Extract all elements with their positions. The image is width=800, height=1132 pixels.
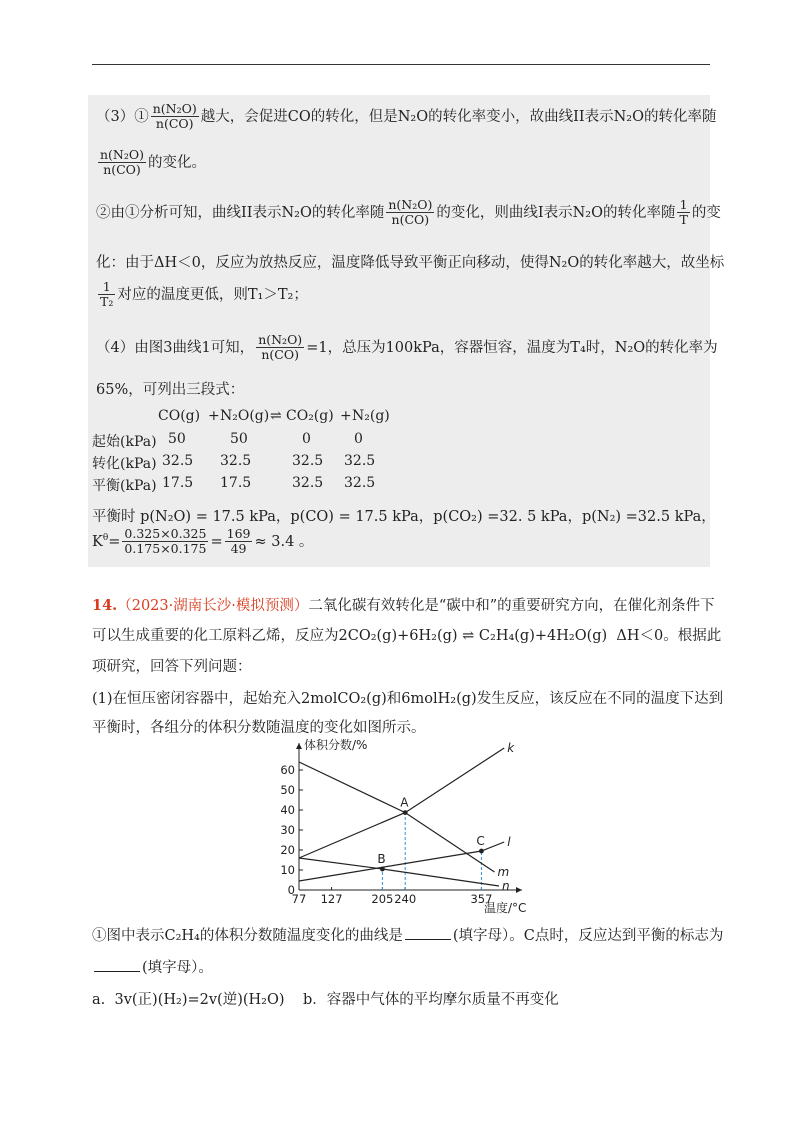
y-tick-label: 20 — [280, 843, 295, 857]
x-tick-label: 240 — [394, 892, 417, 906]
table-row-label: 转化(kPa) — [92, 456, 157, 472]
q14-part1-line1: (1)在恒压密闭容器中，起始充入2molCO₂(g)和6molH₂(g)发生反应，该反应在不同的温度下达到 — [92, 691, 724, 707]
table-row-label: 平衡(kPa) — [92, 478, 157, 494]
ratio-fraction: $\frac{\text{n(N₂O)}}{n(CO)}$ — [258, 332, 303, 363]
answer-line-3-1b: $\frac{\text{n(N₂O)}}{n(CO)}$ 的变化。 — [100, 147, 207, 178]
q14-sub1-line1: ①图中表示C₂H₄的体积分数随温度变化的曲线是 (填字母）。C点时，反应达到平衡的标志为 — [92, 928, 724, 944]
answer-line-3-4: $\frac{1}{\text{T₂}}$ 对应的温度更低，则T₁＞T₂； — [100, 279, 308, 310]
series-label-m: m — [497, 865, 510, 879]
volume-fraction-chart — [270, 735, 530, 915]
y-tick-label: 60 — [280, 763, 295, 777]
question-number: 14. — [92, 597, 118, 614]
point-label-C: C — [476, 834, 485, 848]
table-cell: 17.5 — [220, 475, 252, 491]
series-label-l: l — [507, 835, 511, 849]
x-tick-label: 127 — [320, 892, 343, 906]
answer-line-3-2: ②由①分析可知，曲线II表示N₂O的转化率随 $\frac{\text{n(N₂O)}}{n(CO)}$ 的变化，则曲线I表示N₂O的转化率随 $\frac{1}{T}$ 的变 — [96, 197, 721, 228]
table-row-label: 起始(kPa) — [92, 434, 157, 450]
y-tick-label: 30 — [280, 823, 295, 837]
ratio-fraction: $\frac{\text{n(N₂O)}}{n(CO)}$ — [100, 147, 145, 178]
point-A — [403, 810, 408, 815]
series-line-n — [299, 858, 499, 886]
point-B — [380, 867, 385, 872]
table-header-cell: + — [208, 408, 220, 424]
y-tick-label: 40 — [280, 803, 295, 817]
answer-line-3-1: （3）① $\frac{\text{n(N₂O)}}{n(CO)}$ 越大，会促进CO的转化，但是N₂O的转化率变小，故曲线II表示N₂O的转化率随 — [96, 101, 717, 132]
table-header-cell: CO₂(g) — [286, 408, 334, 424]
table-cell: 32.5 — [220, 453, 252, 469]
reaction-equation: 2CO₂(g)+6H₂(g) ⇌ C₂H₄(g)+4H₂O(g) — [338, 628, 608, 644]
ratio-fraction: $\frac{\text{n(N₂O)}}{n(CO)}$ — [152, 101, 197, 132]
y-tick-label: 50 — [280, 783, 295, 797]
point-C — [479, 849, 484, 854]
y-tick-label: 0 — [287, 883, 295, 897]
table-header-cell: ⇌ — [270, 408, 282, 424]
table-header-cell: + — [340, 408, 352, 424]
x-tick-label: 357 — [470, 892, 493, 906]
q14-line-1: 14.（2023·湖南长沙·模拟预测）二氧化碳有效转化是“碳中和”的重要研究方向，在催化剂条件下 — [92, 597, 715, 614]
k-expression: $K^\theta=$ $\frac{0.325\times 0.325}{0.175\times 0.175}$ = $\frac{169}{49}$ ≈ 3.4 。 — [92, 526, 314, 557]
x-axis-title: 温度/°C — [484, 901, 527, 915]
table-cell: 32.5 — [162, 453, 194, 469]
y-tick-label: 10 — [280, 863, 295, 877]
question-source: （2023·湖南长沙·模拟预测） — [117, 598, 309, 614]
answer-blank[interactable] — [94, 959, 140, 972]
table-cell: 0 — [302, 431, 311, 447]
header-rule — [92, 64, 710, 65]
y-axis-arrow — [296, 743, 302, 749]
q14-part1-line2: 平衡时，各组分的体积分数随温度的变化如图所示。 — [92, 720, 426, 736]
x-tick-label: 77 — [291, 892, 307, 906]
table-header-cell: CO(g) — [158, 408, 201, 424]
series-line-m — [299, 762, 495, 872]
x-axis-arrow — [516, 887, 522, 893]
table-cell: 50 — [230, 431, 248, 447]
table-header-cell: N₂O(g) — [220, 408, 270, 424]
answer-line-4-2: 65%，可列出三段式： — [96, 382, 245, 398]
equilibrium-pressures: 平衡时 p(N₂O) = 17.5 kPa，p(CO) = 17.5 kPa，p(CO₂) =32. 5 kPa，p(N₂) =32.5 kPa， — [92, 509, 716, 525]
series-label-n: n — [502, 879, 510, 893]
option-b: b．容器中气体的平均摩尔质量不再变化 — [302, 992, 559, 1008]
table-cell: 0 — [354, 431, 363, 447]
answer-line-3-3: 化：由于ΔH＜0，反应为放热反应，温度降低导致平衡正向移动，使得N₂O的转化率越大，故坐标 — [96, 255, 725, 271]
point-label-A: A — [400, 795, 409, 810]
q14-sub1-line2: (填字母）。 — [92, 956, 213, 977]
answer-blank[interactable] — [405, 927, 451, 940]
inverse-t2-fraction: $\frac{1}{\text{T₂}}$ — [100, 279, 114, 310]
q14-options: a. 3v(正)(H₂)=2v(逆)(H₂O) b．容器中气体的平均摩尔质量不再变化 — [92, 992, 559, 1008]
table-cell: 32.5 — [292, 475, 324, 491]
table-header-cell: N₂(g) — [352, 408, 390, 424]
q14-line-2: 可以生成重要的化工原料乙烯，反应为2CO₂(g)+6H₂(g) ⇌ C₂H₄(g)+4H₂O(g) ΔH＜0。根据此 — [92, 628, 722, 644]
table-cell: 32.5 — [344, 453, 376, 469]
inverse-t-fraction: $\frac{1}{T}$ — [679, 197, 688, 228]
x-tick-label: 205 — [371, 892, 394, 906]
ratio-fraction: $\frac{\text{n(N₂O)}}{n(CO)}$ — [388, 197, 433, 228]
option-a: 3v(正)(H₂)=2v(逆)(H₂O) — [114, 992, 285, 1008]
series-label-k: k — [507, 741, 515, 755]
table-cell: 32.5 — [292, 453, 324, 469]
y-axis-title: 体积分数/% — [304, 738, 368, 752]
table-cell: 32.5 — [344, 475, 376, 491]
table-cell: 50 — [168, 431, 186, 447]
three-stage-table — [92, 408, 472, 498]
table-cell: 17.5 — [162, 475, 194, 491]
point-label-B: B — [377, 852, 386, 866]
answer-line-4-1: （4）由图3曲线1可知， $\frac{\text{n(N₂O)}}{n(CO)}$ =1，总压为100kPa，容器恒容，温度为T₄时，N₂O的转化率为 — [96, 332, 718, 363]
q14-line-3: 项研究，回答下列问题： — [92, 659, 252, 675]
